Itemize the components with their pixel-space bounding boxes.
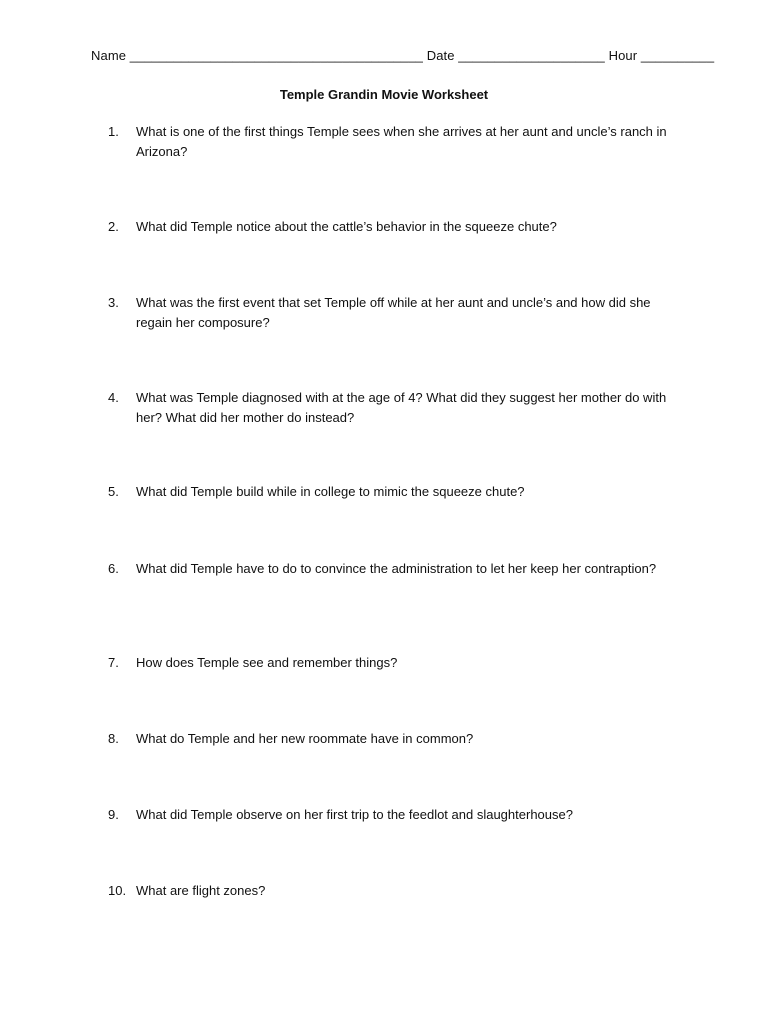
question-text: What did Temple observe on her first trip to the feedlot and slaughterhouse? [136,807,573,822]
question-number: 8. [108,731,119,746]
question-7 [108,653,688,673]
question-text: What do Temple and her new roommate have in common? [136,731,474,746]
student-info-line: Name ________________________________________ Date ____________________ Hour __________ [91,48,715,63]
question-3 [108,293,688,332]
question-5 [108,482,688,502]
question-text: What is one of the first things Temple sees when she arrives at her aunt and uncle’s ranch in Arizona? [136,124,667,159]
question-number: 5. [108,484,119,499]
question-number: 4. [108,390,119,405]
question-8 [108,729,688,749]
question-text: How does Temple see and remember things? [136,655,398,670]
question-number: 7. [108,655,119,670]
question-text: What was Temple diagnosed with at the age of 4? What did they suggest her mother do with her? What did her mother do instead? [136,390,667,425]
question-text: What did Temple notice about the cattle’s behavior in the squeeze chute? [136,219,557,234]
question-10 [108,881,688,901]
question-4 [108,388,688,427]
question-number: 3. [108,295,119,310]
question-number: 10. [108,883,127,898]
question-text: What did Temple have to do to convince the administration to let her keep her contraption? [136,561,657,576]
question-6 [108,559,688,579]
question-number: 2. [108,219,119,234]
question-number: 6. [108,561,119,576]
question-text: What was the first event that set Temple off while at her aunt and uncle’s and how did she regain her composure? [136,295,651,330]
question-9 [108,805,688,825]
question-1 [108,122,688,161]
question-text: What are flight zones? [136,883,266,898]
question-2 [108,217,688,237]
question-text: What did Temple build while in college to mimic the squeeze chute? [136,484,525,499]
question-number: 1. [108,124,119,139]
page-title: Temple Grandin Movie Worksheet [279,87,489,102]
question-number: 9. [108,807,119,822]
